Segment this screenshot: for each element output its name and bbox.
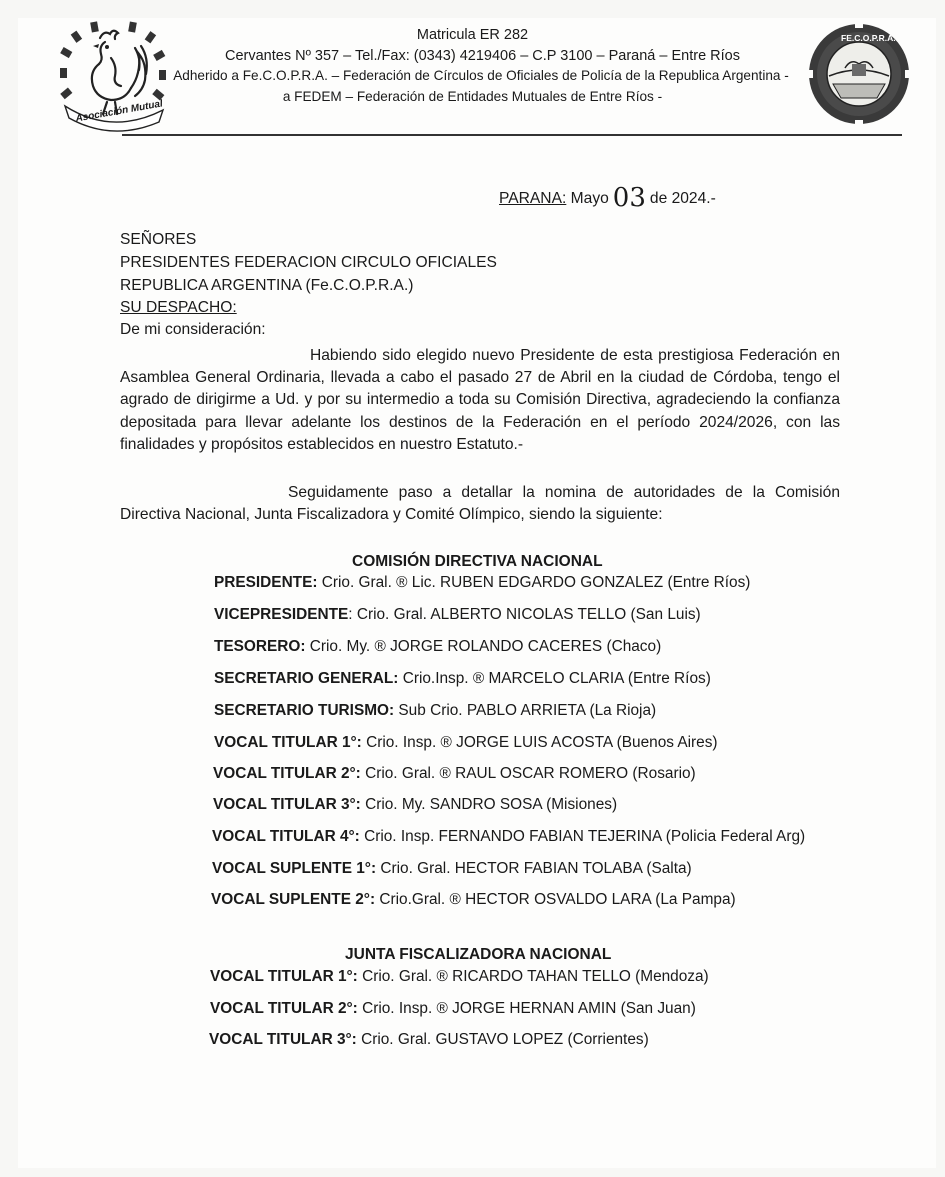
list-item: [212, 860, 692, 878]
logo-left-caption: Asociación Mutual: [74, 98, 164, 125]
member-role: VOCAL TITULAR 1°:: [210, 968, 358, 985]
date-place: PARANA:: [499, 190, 567, 207]
member-name: Crio. Insp. FERNANDO FABIAN TEJERINA (Policia Federal Arg): [359, 828, 806, 845]
date-year: de 2024.-: [649, 190, 716, 207]
list-item: [214, 670, 711, 688]
recipient-republica: REPUBLICA ARGENTINA (Fe.C.O.P.R.A.): [120, 277, 414, 294]
member-name: : Crio. Gral. ALBERTO NICOLAS TELLO (San Luis): [348, 606, 701, 623]
member-name: Crio. Gral. HECTOR FABIAN TOLABA (Salta): [376, 860, 692, 877]
member-role: VICEPRESIDENTE: [214, 606, 349, 623]
member-name: Crio. Gral. ® Lic. RUBEN EDGARDO GONZALEZ (Entre Ríos): [317, 574, 751, 591]
recipient-senores: SEÑORES: [120, 231, 197, 248]
member-name: Crio. Gral. ® RICARDO TAHAN TELLO (Mendoza): [357, 968, 709, 985]
member-role: VOCAL TITULAR 3°:: [213, 796, 361, 813]
member-name: Sub Crio. PABLO ARRIETA (La Rioja): [394, 702, 657, 719]
member-name: Crio. My. SANDRO SOSA (Misiones): [360, 796, 618, 813]
member-role: VOCAL TITULAR 2°:: [213, 765, 361, 782]
list-item: [214, 606, 701, 624]
member-role: SECRETARIO TURISMO:: [214, 702, 395, 719]
paragraph-2-text: Seguidamente paso a detallar la nomina de autoridades de la Comisión Directiva Nacional, Junta Fiscalizadora y Comité Olímpico, siendo la siguiente:: [120, 484, 840, 524]
paragraph-2: [120, 482, 840, 526]
member-name: Crio. Gral. ® RAUL OSCAR ROMERO (Rosario): [360, 765, 696, 782]
member-role: TESORERO:: [214, 638, 306, 655]
member-role: VOCAL TITULAR 2°:: [210, 1000, 358, 1017]
member-name: Crio.Insp. ® MARCELO CLARIA (Entre Ríos): [398, 670, 711, 687]
date-line: [499, 183, 716, 213]
list-item: [213, 796, 617, 814]
comision-title: COMISIÓN DIRECTIVA NACIONAL: [352, 553, 603, 570]
list-item: [212, 828, 805, 846]
member-role: PRESIDENTE:: [214, 574, 318, 591]
list-item: [214, 574, 750, 592]
junta-title: JUNTA FISCALIZADORA NACIONAL: [345, 946, 612, 963]
member-name: Crio. Insp. ® JORGE LUIS ACOSTA (Buenos Aires): [361, 734, 718, 751]
date-day-handwritten: 03: [612, 183, 646, 213]
header-divider: [122, 134, 902, 136]
logo-right-caption: FE.C.O.P.R.A.: [841, 33, 896, 43]
letter-page: [18, 18, 936, 1168]
list-item: [214, 734, 718, 752]
header-matricula: Matricula ER 282: [416, 27, 529, 43]
member-role: VOCAL SUPLENTE 2°:: [211, 891, 376, 908]
list-item: [210, 968, 709, 986]
list-item: [210, 1000, 696, 1018]
recipient-presidentes: PRESIDENTES FEDERACION CIRCULO OFICIALES: [120, 254, 497, 271]
list-item: [209, 1031, 649, 1049]
list-item: [214, 638, 661, 656]
member-role: VOCAL TITULAR 4°:: [212, 828, 360, 845]
member-name: Crio. Gral. GUSTAVO LOPEZ (Corrientes): [356, 1031, 649, 1048]
list-item: [213, 765, 696, 783]
member-role: VOCAL TITULAR 1°:: [214, 734, 362, 751]
member-name: Crio. Insp. ® JORGE HERNAN AMIN (San Juan): [357, 1000, 696, 1017]
list-item: [214, 702, 656, 720]
greeting: De mi consideración:: [120, 321, 266, 338]
date-month: Mayo: [570, 190, 609, 207]
member-role: SECRETARIO GENERAL:: [214, 670, 399, 687]
recipient-despacho: SU DESPACHO:: [120, 299, 237, 316]
member-role: VOCAL TITULAR 3°:: [209, 1031, 357, 1048]
header-adherido: Adherido a Fe.C.O.P.R.A. – Federación de Círculos de Oficiales de Policía de la Republica Argentina -: [173, 68, 789, 83]
paragraph-1-text: Habiendo sido elegido nuevo Presidente de esta prestigiosa Federación en Asamblea General Ordinaria, llevada a cabo el pasado 27 de Abril en la ciudad de Córdoba, tengo el agrado de dirigirme a Ud. y por su intermedio a toda su Comisión Directiva, agradeciendo la confianza depositada para llevar adelante los destinos de la Federación en el período 2024/2026, con las finalidades y propósitos establecidos en nuestro Estatuto.-: [120, 347, 840, 453]
paragraph-1: [120, 345, 840, 456]
header-address: Cervantes Nº 357 – Tel./Fax: (0343) 4219406 – C.P 3100 – Paraná – Entre Ríos: [225, 48, 740, 64]
member-name: Crio.Gral. ® HECTOR OSVALDO LARA (La Pampa): [375, 891, 736, 908]
member-name: Crio. My. ® JORGE ROLANDO CACERES (Chaco): [305, 638, 662, 655]
list-item: [211, 891, 736, 909]
header-fedem: a FEDEM – Federación de Entidades Mutuales de Entre Ríos -: [282, 89, 663, 104]
member-role: VOCAL SUPLENTE 1°:: [212, 860, 377, 877]
